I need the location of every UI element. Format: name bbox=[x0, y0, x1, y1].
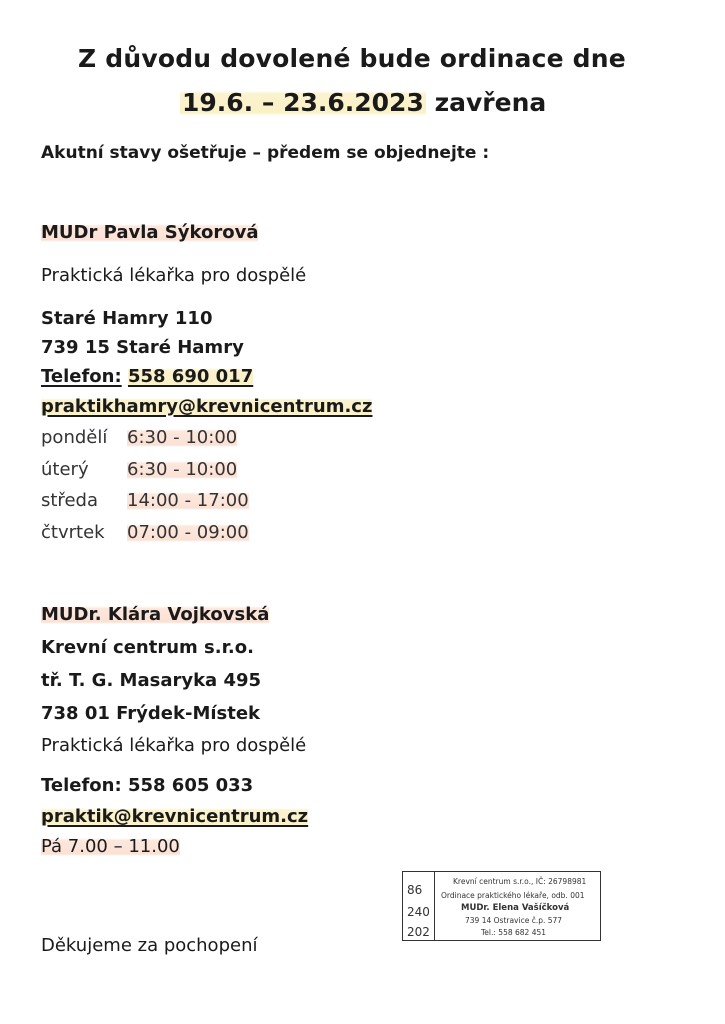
hours-time: 6:30 - 10:00 bbox=[127, 459, 238, 480]
doctor1-hours-row bbox=[41, 490, 249, 511]
doctor1-phone[interactable]: 558 690 017 bbox=[127, 366, 254, 387]
hours-time: 6:30 - 10:00 bbox=[127, 427, 238, 448]
doctor2-role: Praktická lékařka pro dospělé bbox=[41, 735, 307, 756]
doctor1-hours-row bbox=[41, 459, 237, 480]
doctor1-address-city: 739 15 Staré Hamry bbox=[41, 337, 244, 358]
doctor2-company: Krevní centrum s.r.o. bbox=[41, 637, 254, 658]
stamp-line: Tel.: 558 682 451 bbox=[481, 928, 547, 937]
doctor1-name: MUDr Pavla Sýkorová bbox=[41, 222, 259, 243]
closure-date-range: 19.6. – 23.6.2023 bbox=[182, 88, 424, 117]
acute-care-subheading: Akutní stavy ošetřuje – předem se objednejte : bbox=[41, 143, 490, 163]
stamp-number: 240 bbox=[407, 905, 430, 919]
doctor2-address-city: 738 01 Frýdek-Místek bbox=[41, 703, 261, 724]
notice-title-line2 bbox=[180, 88, 546, 117]
stamp-line: 739 14 Ostravice č.p. 577 bbox=[465, 916, 563, 925]
stamp-line: MUDr. Elena Vašíčková bbox=[461, 903, 570, 913]
stamp-line: Ordinace praktického lékaře, odb. 001 bbox=[441, 891, 585, 900]
hours-day: úterý bbox=[41, 459, 89, 480]
doctor2-phone[interactable]: Telefon: 558 605 033 bbox=[41, 775, 254, 796]
doctor1-hours-row bbox=[41, 427, 237, 448]
hours-time: 07:00 - 09:00 bbox=[127, 522, 249, 543]
stamp-line: Krevní centrum s.r.o., IČ: 26798981 bbox=[453, 877, 587, 886]
closing-thanks: Děkujeme za pochopení bbox=[41, 935, 258, 956]
doctor2-hours: Pá 7.00 – 11.00 bbox=[41, 836, 180, 857]
doctor1-phone-line bbox=[41, 366, 253, 387]
stamp-number: 202 bbox=[407, 925, 430, 939]
doctor1-hours-row bbox=[41, 522, 249, 543]
clinic-stamp bbox=[402, 871, 601, 941]
stamp-number: 86 bbox=[407, 883, 423, 897]
hours-day: středa bbox=[41, 490, 98, 511]
hours-day: pondělí bbox=[41, 427, 108, 448]
doctor2-name: MUDr. Klára Vojkovská bbox=[41, 604, 270, 625]
closure-word: zavřena bbox=[434, 88, 547, 117]
doctor1-role: Praktická lékařka pro dospělé bbox=[41, 265, 307, 286]
doctor1-address-street: Staré Hamry 110 bbox=[41, 308, 213, 329]
notice-title-line1: Z důvodu dovolené bude ordinace dne bbox=[78, 44, 626, 73]
doctor2-email-link[interactable]: praktik@krevnicentrum.cz bbox=[41, 806, 309, 827]
hours-time: 14:00 - 17:00 bbox=[127, 490, 249, 511]
hours-day: čtvrtek bbox=[41, 522, 105, 543]
doctor2-address-street: tř. T. G. Masaryka 495 bbox=[41, 670, 262, 691]
stamp-number-column bbox=[403, 872, 435, 940]
doctor1-phone-label: Telefon: bbox=[41, 366, 122, 387]
doctor1-email-link[interactable]: praktikhamry@krevnicentrum.cz bbox=[41, 396, 373, 417]
